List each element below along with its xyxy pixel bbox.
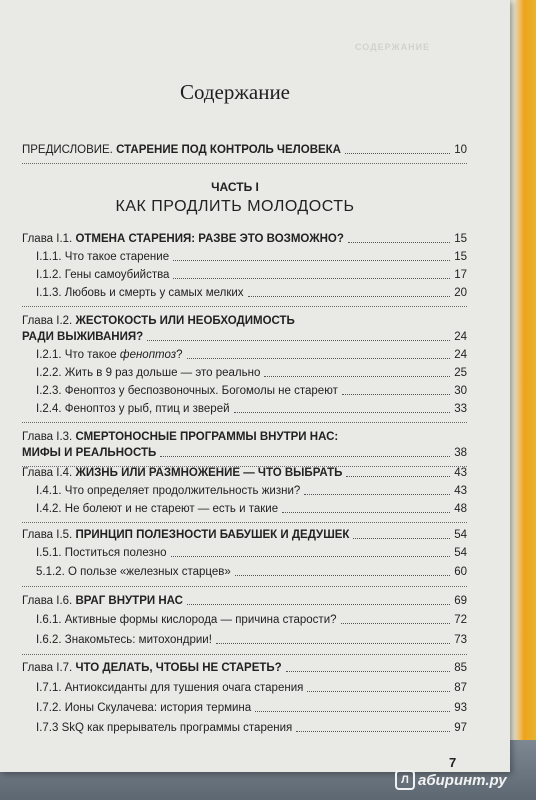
part-title: КАК ПРОДЛИТЬ МОЛОДОСТЬ bbox=[115, 198, 355, 215]
toc-section[interactable]: I.2.4. Феноптоз у рыб, птиц и зверей 33 bbox=[36, 403, 467, 415]
leader-dots bbox=[345, 153, 450, 154]
separator-line bbox=[22, 306, 467, 307]
toc-chapter-3[interactable]: МИФЫ И РЕАЛЬНОСТЬ 38 bbox=[22, 447, 467, 459]
toc-section[interactable]: I.7.2. Ионы Скулачева: история термина 93 bbox=[36, 702, 467, 714]
watermark-text: абиринт.ру bbox=[418, 771, 507, 789]
toc-section[interactable]: I.2.2. Жить в 9 раз дольше — это реально 25 bbox=[36, 367, 467, 379]
ghost-header-text: СОДЕРЖАНИЕ bbox=[355, 42, 431, 52]
toc-section[interactable]: I.5.1. Поститься полезно 54 bbox=[36, 547, 467, 559]
toc-chapter-7[interactable]: Глава I.7. ЧТО ДЕЛАТЬ, ЧТОБЫ НЕ СТАРЕТЬ? 85 bbox=[22, 662, 467, 674]
page-title: Содержание bbox=[179, 80, 291, 104]
toc-section[interactable]: I.6.2. Знакомьтесь: митохондрии! 73 bbox=[36, 634, 467, 646]
toc-section[interactable]: I.6.1. Активные формы кислорода — причина старости? 72 bbox=[36, 614, 467, 626]
toc-chapter-2[interactable]: РАДИ ВЫЖИВАНИЯ? 24 bbox=[22, 331, 467, 343]
separator-line bbox=[22, 163, 467, 164]
separator-line bbox=[22, 586, 467, 587]
toc-section[interactable]: I.1.3. Любовь и смерть у самых мелких 20 bbox=[36, 287, 467, 299]
toc-section[interactable]: I.2.3. Феноптоз у беспозвоночных. Богомолы не стареют 30 bbox=[36, 385, 467, 397]
toc-section[interactable]: I.1.2. Гены самоубийства 17 bbox=[36, 269, 467, 281]
toc-chapter-6[interactable]: Глава I.6. ВРАГ ВНУТРИ НАС 69 bbox=[22, 595, 467, 607]
separator-line bbox=[22, 654, 467, 655]
toc-chapter-3-line1[interactable]: Глава I.3. СМЕРТОНОСНЫЕ ПРОГРАММЫ ВНУТРИ НАС: bbox=[22, 431, 339, 443]
toc-preface[interactable]: ПРЕДИСЛОВИЕ. СТАРЕНИЕ ПОД КОНТРОЛЬ ЧЕЛОВЕКА 10 bbox=[22, 144, 467, 156]
labirint-logo-icon: Л bbox=[395, 770, 415, 790]
page-number-ref: 10 bbox=[454, 144, 467, 156]
toc-section[interactable]: I.4.1. Что определяет продолжительность жизни? 43 bbox=[36, 485, 467, 497]
toc-section[interactable]: I.4.2. Не болеют и не стареют — есть и такие 48 bbox=[36, 503, 467, 515]
toc-chapter-4[interactable]: Глава I.4. ЖИЗНЬ ИЛИ РАЗМНОЖЕНИЕ — ЧТО ВЫБРАТЬ 43 bbox=[22, 467, 467, 479]
toc-section[interactable]: I.7.3 SkQ как прерыватель программы старения 97 bbox=[36, 722, 467, 734]
toc-section[interactable]: I.2.1. Что такое феноптоз? 24 bbox=[36, 349, 467, 361]
toc-chapter-5[interactable]: Глава I.5. ПРИНЦИП ПОЛЕЗНОСТИ БАБУШЕК И ДЕДУШЕК 54 bbox=[22, 529, 467, 541]
watermark-logo bbox=[395, 770, 507, 790]
toc-section[interactable]: I.1.1. Что такое старение 15 bbox=[36, 251, 467, 263]
page-number: 7 bbox=[449, 755, 457, 770]
toc-chapter-2-line1[interactable]: Глава I.2. ЖЕСТОКОСТЬ ИЛИ НЕОБХОДИМОСТЬ bbox=[22, 315, 295, 327]
toc-section[interactable]: I.7.1. Антиоксиданты для тушения очага старения 87 bbox=[36, 682, 467, 694]
toc-section[interactable]: 5.1.2. О пользе «железных старцев» 60 bbox=[36, 566, 467, 578]
toc-chapter-1[interactable]: Глава I.1. ОТМЕНА СТАРЕНИЯ: РАЗВЕ ЭТО ВОЗМОЖНО? 15 bbox=[22, 233, 467, 245]
part-label: ЧАСТЬ I bbox=[211, 180, 259, 194]
separator-line bbox=[22, 522, 467, 523]
separator-line bbox=[22, 422, 467, 423]
